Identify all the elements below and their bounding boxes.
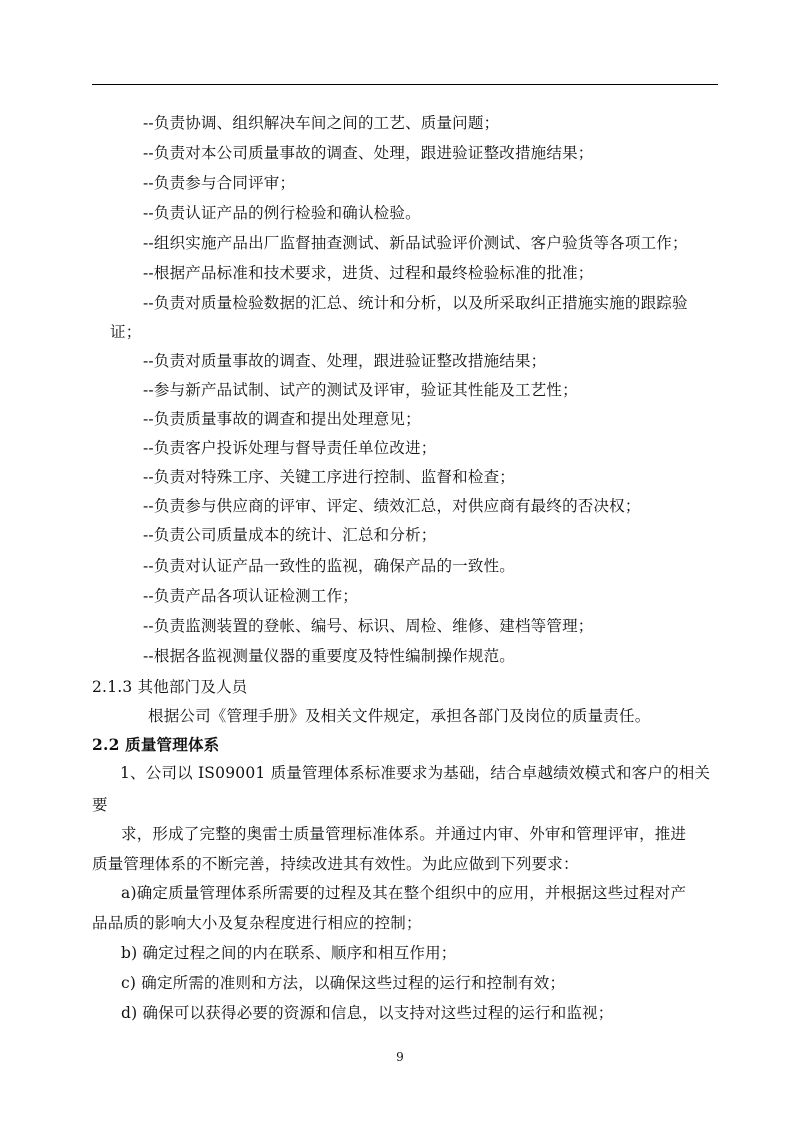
duty-line: --组织实施产品出厂监督抽查测试、新品试验评价测试、客户验货等各项工作； <box>143 234 688 252</box>
duty-line: --负责参与供应商的评审、评定、绩效汇总，对供应商有最终的否决权； <box>143 497 641 515</box>
duty-line: --负责客户投诉处理与督导责任单位改进； <box>143 439 437 457</box>
duty-line: --负责参与合同评审； <box>143 174 296 192</box>
duty-line-continuation: 证； <box>110 323 142 341</box>
duty-line: --负责协调、组织解决车间之间的工艺、质量问题； <box>143 114 500 132</box>
duty-line: --根据产品标准和技术要求，进货、过程和最终检验标准的批准； <box>143 264 594 282</box>
duty-line: --根据各监视测量仪器的重要度及特性编制操作规范。 <box>143 647 515 665</box>
header-rule <box>92 84 718 85</box>
duty-line: --负责质量事故的调查和提出处理意见； <box>143 410 421 428</box>
page-number: 9 <box>396 1050 404 1064</box>
requirement-line: d) 确保可以获得必要的资源和信息，以支持对这些过程的运行和监视； <box>121 1004 614 1022</box>
duty-line: --负责认证产品的例行检验和确认检验。 <box>143 204 421 222</box>
requirement-line: a)确定质量管理体系所需要的过程及其在整个组织中的应用，并根据这些过程对产 <box>121 884 687 902</box>
paragraph-line: 要 <box>92 796 108 814</box>
paragraph-line: 根据公司《管理手册》及相关文件规定，承担各部门及岗位的质量责任。 <box>148 707 651 725</box>
subsection-heading: 2.1.3 其他部门及人员 <box>92 678 248 696</box>
duty-line: --负责对质量检验数据的汇总、统计和分析，以及所采取纠正措施实施的跟踪验 <box>143 294 688 312</box>
requirement-line: 品品质的影响大小及复杂程度进行相应的控制； <box>92 914 422 932</box>
duty-line: --负责对认证产品一致性的监视，确保产品的一致性。 <box>143 557 515 575</box>
duty-line: --负责产品各项认证检测工作； <box>143 587 358 605</box>
section-heading: 2.2 质量管理体系 <box>92 735 220 754</box>
requirement-line: c) 确定所需的准则和方法，以确保这些过程的运行和控制有效； <box>121 974 566 992</box>
duty-line: --负责公司质量成本的统计、汇总和分析； <box>143 526 437 544</box>
duty-line: --参与新产品试制、试产的测试及评审，验证其性能及工艺性； <box>143 381 578 399</box>
paragraph-line: 1、公司以 IS09001 质量管理体系标准要求为基础，结合卓越绩效模式和客户的相关 <box>120 764 711 782</box>
duty-line: --负责对特殊工序、关键工序进行控制、监督和检查； <box>143 468 515 486</box>
paragraph-line: 质量管理体系的不断完善，持续改进其有效性。为此应做到下列要求： <box>92 855 579 873</box>
duty-line: --负责对本公司质量事故的调查、处理，跟进验证整改措施结果； <box>143 144 594 162</box>
requirement-line: b) 确定过程之间的内在联系、顺序和相互作用； <box>121 944 457 962</box>
duty-line: --负责对质量事故的调查、处理，跟进验证整改措施结果； <box>143 352 547 370</box>
paragraph-line: 求，形成了完整的奥雷士质量管理标准体系。并通过内审、外审和管理评审，推进 <box>121 825 687 843</box>
duty-line: --负责监测装置的登帐、编号、标识、周检、维修、建档等管理； <box>143 617 594 635</box>
